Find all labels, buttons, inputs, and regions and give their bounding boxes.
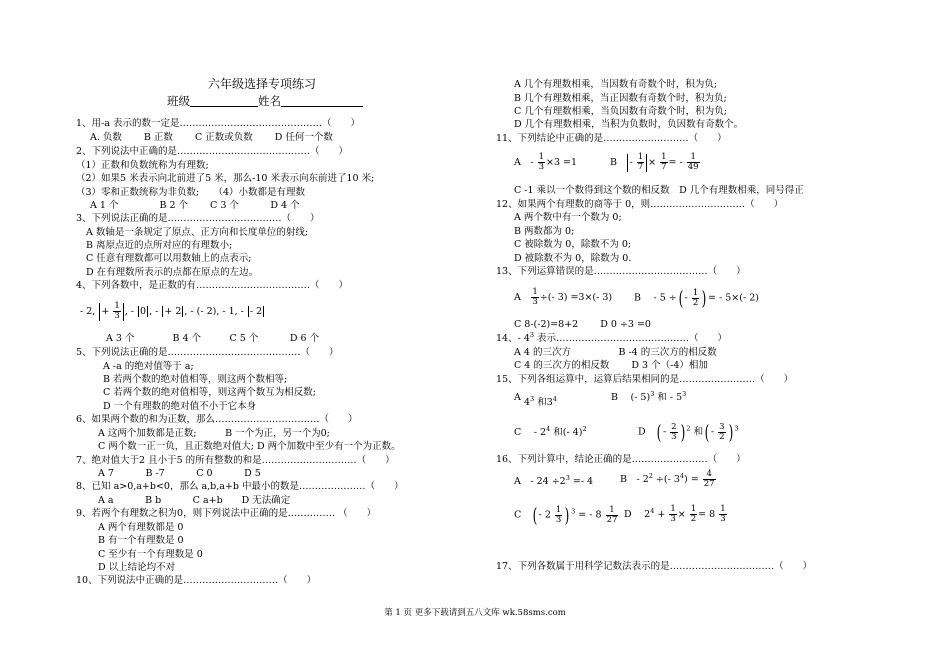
question-11-option-a: A - $\frac{1}{3}$ ×3 =1 [514,152,578,172]
question-11-option-b: B - $\frac{1}{7}$ × $\frac{1}{7}$ = - $\frac{1}{49}$ [610,152,699,172]
question-6-options-cd: C 两个数一正一负，且正数绝对值大; D 两个加数中至少有一个为正数。 [98,441,401,452]
question-14-text: 表示……………………………………（ ） [537,333,728,344]
question-13-option-a: A $\frac{1}{3}$ ÷(- 3) =3×(- 3) [514,287,613,307]
class-blank [190,96,258,107]
page-title: 六年级选择专项练习 [208,77,317,91]
question-17: 17、下列各数属于用科学记数法表示的是……………………………（ ） [496,561,813,572]
question-15-option-a: A [514,392,521,403]
question-3: 3、下列说法正确的是………………………………（ ） [76,213,320,224]
name-label: 姓名 [258,94,281,108]
question-3-option-a: A 数轴是一条规定了原点、正方向和长度单位的射线; [86,227,309,238]
question-12-option-b: B 两数都为 0; [514,226,575,237]
question-5-option-a: A -a 的绝对值等于 a; [103,361,194,372]
question-2-item-1: （1）正数和负数统称为有理数; [76,160,209,171]
name-blank [281,96,363,107]
question-9-option-c: C 至少有一个有理数是 0 [98,549,203,560]
question-10-option-b: B 几个有理数相乘，当正因数有奇数个时，积为负; [514,93,727,104]
question-15-option-c: C - $2^4$ 和(- 4)$^2$ [514,424,587,438]
question-15-option-b: B (- 5)$^3$ 和 - $5^3$ [611,389,687,403]
question-13: 13、下列运算错误的是………………………………（ ） [496,266,746,277]
question-5-option-b: B 若两个数的绝对值相等，则这两个数相等; [103,374,288,385]
question-10-option-d: D 几个有理数相乘，当积为负数时，负因数有奇数个。 [514,119,744,130]
question-2-item-3: （3）零和正数统称为非负数; （4）小数都是有理数 [76,187,306,198]
question-10-option-a: A 几个有理数相乘，当因数有奇数个时，积为负; [514,79,718,90]
question-8: 8、已知 a>0,a+b<0，那么 a,b,a+b 中最小的数是…………………（ ） [76,481,404,492]
question-15: 15、下列各组运算中，运算后结果相同的是……………………（ ） [496,374,794,385]
question-13-option-b: B - 5 ÷( - $\frac{1}{2}$ ) = - 5×(- 2) [634,286,759,310]
question-14-options-cd: C 4 的三次方的相反数 D 3 个（-4）相加 [514,360,708,371]
question-4: 4、下列各数中，是正数的有………………………………（ ） [76,280,349,291]
question-16-option-b: B - $2^2$ ÷(- $3^4$) = $\frac{4}{27}$ [620,469,715,489]
question-8-options: A a B b C a+b D 无法确定 [98,495,291,506]
class-name-header [167,96,363,107]
question-5: 5、下列说法正确的是……………………………………（ ） [76,347,339,358]
question-7-options: A 7 B -7 C 0 D 5 [98,468,261,479]
question-6-options-ab: A 这两个加数都是正数; B 一个为正，另一个为0; [98,428,330,439]
question-9: 9、若两个有理数之积为0，则下列说法中正确的是…………… （ ） [76,508,377,519]
question-16: 16、下列计算中，结论正确的是……………………（ ） [496,454,746,465]
question-1-options: A. 负数 B 正数 C 正数或负数 D 任何一个数 [90,132,333,143]
question-3-option-d: D 在有理数所表示的点都在原点的左边。 [86,267,259,278]
question-2: 2、下列说法中正确的是……………………………………（ ） [76,146,349,157]
question-5-option-d: D 一个有理数的绝对值不小于它本身 [103,401,257,412]
question-7: 7、绝对值大于2 且小于5 的所有整数的和是…………………………（ ） [76,455,395,466]
question-12-option-a: A 两个数中有一个数为 0; [514,212,622,223]
question-9-option-b: B 有一个有理数是 0 [98,535,184,546]
question-14-options-ab: A 4 的三次方 B -4 的三次方的相反数 [514,347,717,358]
question-12-option-d: D 被除数不为 0，除数为 0. [514,253,632,264]
question-16-option-d: D $2^4$ + $\frac{1}{3}$ × $\frac{1}{2}$ = 8 $\frac{1}{3}$ [624,504,726,524]
question-4-options: A 3 个 B 4 个 C 5 个 D 6 个 [106,333,320,344]
question-10-option-c: C 几个有理数相乘，当负因数有奇数个时，积为负; [514,106,727,117]
question-5-option-c: C 若两个数的绝对值相等，则这两个数互为相反数; [103,387,316,398]
question-9-option-d: D 以上结论均不对 [98,562,176,573]
question-14: 14、- $4^3$ 表示……………………………………（ ） [496,330,728,344]
question-16-option-a: A - $24 \div 2^3 =- 4$ [514,473,594,487]
question-12: 12、如果两个有理数的商等于 0，则…………………………（ ） [496,199,784,210]
question-3-option-c: C 任意有理数都可以用数轴上的点表示; [86,253,252,264]
question-15-option-d: D ( - $\frac{2}{3}$ ) $^2$ 和( - $\frac{3}{2}$ ) $^3$ [638,420,739,444]
question-9-option-a: A 两个有理数都是 0 [98,522,184,533]
question-1: 1、用-a 表示的数一定是………………………………………（ ） [76,118,360,129]
question-10: 10、下列说法中正确的是…………………………（ ） [76,575,317,586]
question-13-options-cd: C 8-(-2)=8+2 D 0 ÷3 =0 [514,319,651,330]
question-3-option-b: B 离原点近的点所对应的有理数小; [86,240,233,251]
question-6: 6、如果两个数的和为正数，那么……………………………（ ） [76,414,358,425]
question-4-number-list: - 2, + $\frac{1}{3}$ , - 0 , - + 2 , - (- 2), - 1, - - 2 [80,301,263,321]
page-footer: 第 1 页 更多下载请到五八文库 wk.58sms.com [384,608,566,618]
question-15-option-a-expr: $4^3$ 和$3^4$ [524,394,557,408]
question-11-options-cd: C -1 乘以一个数得到这个数的相反数 D 几个有理数相乘，同号得正 [514,185,804,196]
question-12-option-c: C 被除数为 0，除数不为 0; [514,239,632,250]
question-2-options: A 1 个 B 2 个 C 3 个 D 4 个 [90,200,300,211]
question-2-item-2: （2）如果5 米表示向北前进了5 米，那么-10 米表示向东前进了10 米; [76,173,375,184]
class-label: 班级 [167,94,190,108]
question-16-option-c: C ( - 2 $\frac{1}{3}$ ) $^3$ = - 8 $\frac{1}{27}$ [514,503,618,527]
question-11: 11、下列结论中正确的是………………………（ ） [496,133,727,144]
